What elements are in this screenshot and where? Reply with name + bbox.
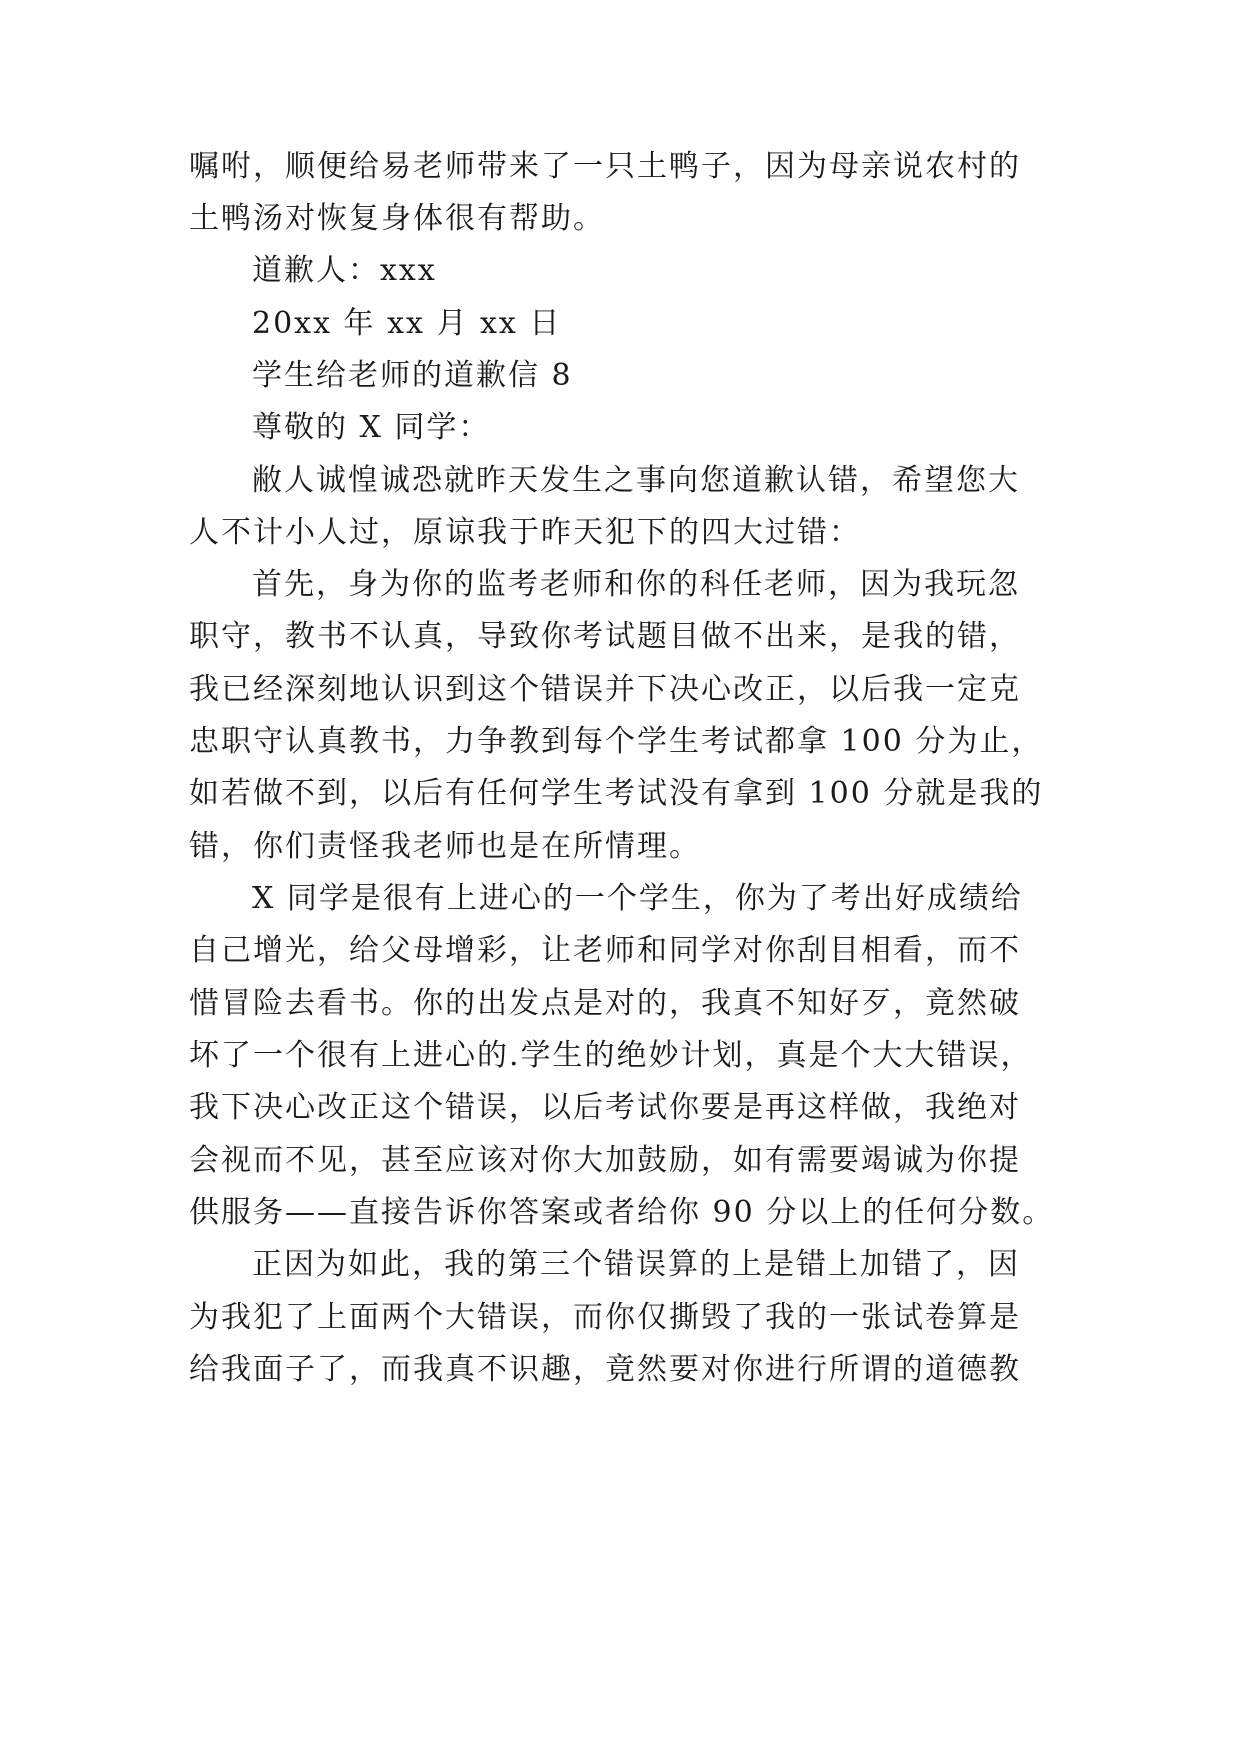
paragraph-line: 正因为如此，我的第三个错误算的上是错上加错了，因: [252, 1247, 1020, 1282]
date-line: 20xx 年 xx 月 xx 日: [252, 306, 562, 341]
paragraph-line: 人不计小人过，原谅我于昨天犯下的四大过错：: [189, 515, 861, 550]
letter-title: 学生给老师的道歉信 8: [252, 358, 573, 393]
paragraph-line: X 同学是很有上进心的一个学生，你为了考出好成绩给: [252, 881, 1023, 916]
paragraph-line: 会视而不见，甚至应该对你大加鼓励，如有需要竭诚为你提: [189, 1143, 1021, 1178]
text-line: 嘱咐，顺便给易老师带来了一只土鸭子，因为母亲说农村的: [189, 149, 1021, 184]
salutation: 尊敬的 X 同学：: [252, 410, 491, 445]
paragraph-line: 给我面子了，而我真不识趣，竟然要对你进行所谓的道德教: [189, 1352, 1021, 1387]
paragraph-line: 供服务——直接告诉你答案或者给你 90 分以上的任何分数。: [189, 1195, 1055, 1230]
paragraph-line: 如若做不到，以后有任何学生考试没有拿到 100 分就是我的: [189, 776, 1044, 811]
paragraph-line: 忠职守认真教书，力争教到每个学生考试都拿 100 分为止，: [189, 724, 1044, 759]
paragraph-line: 惜冒险去看书。你的出发点是对的，我真不知好歹，竟然破: [189, 986, 1021, 1021]
paragraph-line: 为我犯了上面两个大错误，而你仅撕毁了我的一张试卷算是: [189, 1300, 1021, 1335]
signature-line: 道歉人：xxx: [252, 253, 437, 288]
paragraph-line: 敝人诚惶诚恐就昨天发生之事向您道歉认错，希望您大: [252, 463, 1020, 498]
paragraph-line: 我下决心改正这个错误，以后考试你要是再这样做，我绝对: [189, 1090, 1021, 1125]
paragraph-line: 自己增光，给父母增彩，让老师和同学对你刮目相看，而不: [189, 933, 1021, 968]
paragraph-line: 我已经深刻地认识到这个错误并下决心改正，以后我一定克: [189, 672, 1021, 707]
text-line: 土鸭汤对恢复身体很有帮助。: [189, 201, 605, 236]
paragraph-line: 职守，教书不认真，导致你考试题目做不出来，是我的错，: [189, 619, 1021, 654]
paragraph-line: 错，你们责怪我老师也是在所情理。: [189, 829, 701, 864]
paragraph-line: 坏了一个很有上进心的.学生的绝妙计划，真是个大大错误，: [189, 1038, 1033, 1073]
paragraph-line: 首先，身为你的监考老师和你的科任老师，因为我玩忽: [252, 567, 1020, 602]
